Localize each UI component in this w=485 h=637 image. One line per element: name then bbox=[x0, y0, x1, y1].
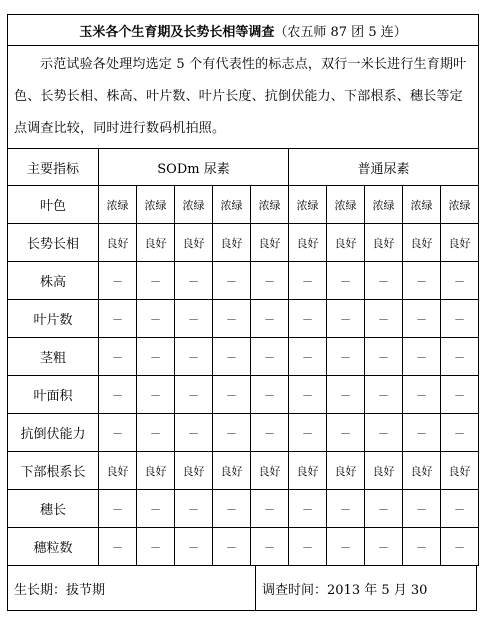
table-cell: － bbox=[403, 300, 441, 338]
table-cell: － bbox=[441, 338, 479, 376]
table-cell: － bbox=[251, 528, 289, 566]
table-cell: 浓绿 bbox=[327, 186, 365, 224]
table-cell: － bbox=[289, 490, 327, 528]
table-cell: 浓绿 bbox=[137, 186, 175, 224]
table-cell: － bbox=[99, 300, 137, 338]
table-cell: － bbox=[327, 528, 365, 566]
survey-document bbox=[7, 14, 476, 623]
table-row bbox=[8, 452, 479, 490]
table-cell: 良好 bbox=[137, 224, 175, 262]
table-cell: － bbox=[365, 376, 403, 414]
table-cell: － bbox=[441, 490, 479, 528]
row-label: 下部根系长 bbox=[8, 452, 99, 490]
table-cell: － bbox=[251, 262, 289, 300]
table-cell: － bbox=[175, 528, 213, 566]
table-cell: － bbox=[441, 528, 479, 566]
table-cell: － bbox=[365, 414, 403, 452]
table-cell: 浓绿 bbox=[251, 186, 289, 224]
row-label: 叶面积 bbox=[8, 376, 99, 414]
table-cell: － bbox=[327, 490, 365, 528]
table-cell: － bbox=[175, 300, 213, 338]
table-cell: 良好 bbox=[175, 452, 213, 490]
table-cell: － bbox=[175, 490, 213, 528]
table-cell: － bbox=[99, 376, 137, 414]
table-cell: － bbox=[213, 414, 251, 452]
table-cell: － bbox=[213, 338, 251, 376]
table-cell: 良好 bbox=[99, 452, 137, 490]
table-cell: 良好 bbox=[213, 224, 251, 262]
table-cell: 良好 bbox=[137, 452, 175, 490]
table-cell: － bbox=[403, 528, 441, 566]
table-cell: － bbox=[251, 338, 289, 376]
row-label: 长势长相 bbox=[8, 224, 99, 262]
table-cell: － bbox=[213, 376, 251, 414]
table-cell: － bbox=[137, 338, 175, 376]
table-row bbox=[8, 414, 479, 452]
table-cell: － bbox=[289, 376, 327, 414]
table-cell: － bbox=[251, 376, 289, 414]
table-cell: － bbox=[365, 528, 403, 566]
table-cell: － bbox=[289, 338, 327, 376]
table-cell: － bbox=[289, 414, 327, 452]
table-cell: － bbox=[289, 528, 327, 566]
table-cell: － bbox=[251, 300, 289, 338]
table-cell: 浓绿 bbox=[441, 186, 479, 224]
table-cell: 良好 bbox=[327, 452, 365, 490]
header-indicator: 主要指标 bbox=[8, 149, 99, 186]
row-label: 叶片数 bbox=[8, 300, 99, 338]
table-cell: － bbox=[441, 300, 479, 338]
table-cell: － bbox=[365, 300, 403, 338]
table-cell: － bbox=[137, 490, 175, 528]
table-row bbox=[8, 528, 479, 566]
table-row bbox=[8, 262, 479, 300]
table-cell: － bbox=[99, 414, 137, 452]
growth-period: 生长期：拔节期 bbox=[8, 566, 256, 611]
table-cell: － bbox=[365, 338, 403, 376]
table-cell: － bbox=[289, 300, 327, 338]
table-cell: － bbox=[137, 300, 175, 338]
header-group-normal-urea: 普通尿素 bbox=[289, 149, 479, 186]
table-cell: － bbox=[175, 376, 213, 414]
row-label: 穗长 bbox=[8, 490, 99, 528]
table-cell: － bbox=[327, 300, 365, 338]
table-row bbox=[8, 224, 479, 262]
table-cell: － bbox=[327, 414, 365, 452]
table-cell: － bbox=[441, 262, 479, 300]
title-location: （农五师 87 团 5 连） bbox=[274, 24, 407, 40]
table-cell: － bbox=[99, 528, 137, 566]
table-cell: － bbox=[365, 262, 403, 300]
table-cell: － bbox=[403, 338, 441, 376]
table-cell: 浓绿 bbox=[99, 186, 137, 224]
footer-table bbox=[7, 565, 477, 611]
table-cell: － bbox=[99, 338, 137, 376]
table-cell: － bbox=[403, 262, 441, 300]
table-cell: － bbox=[327, 376, 365, 414]
table-title bbox=[8, 15, 479, 46]
table-cell: 良好 bbox=[251, 452, 289, 490]
table-cell: － bbox=[213, 300, 251, 338]
table-cell: 良好 bbox=[251, 224, 289, 262]
table-cell: 浓绿 bbox=[403, 186, 441, 224]
row-label: 株高 bbox=[8, 262, 99, 300]
table-cell: － bbox=[213, 490, 251, 528]
survey-table bbox=[7, 14, 479, 566]
header-row bbox=[8, 149, 479, 186]
table-cell: 浓绿 bbox=[365, 186, 403, 224]
table-cell: － bbox=[213, 528, 251, 566]
table-cell: 良好 bbox=[403, 224, 441, 262]
table-cell: － bbox=[175, 414, 213, 452]
row-label: 抗倒伏能力 bbox=[8, 414, 99, 452]
table-row bbox=[8, 490, 479, 528]
table-cell: － bbox=[251, 490, 289, 528]
row-label: 叶色 bbox=[8, 186, 99, 224]
table-cell: 良好 bbox=[365, 452, 403, 490]
table-cell: 良好 bbox=[441, 452, 479, 490]
row-label: 茎粗 bbox=[8, 338, 99, 376]
table-cell: － bbox=[175, 262, 213, 300]
table-cell: 浓绿 bbox=[175, 186, 213, 224]
data-rows bbox=[8, 186, 479, 566]
table-cell: 良好 bbox=[327, 224, 365, 262]
row-label: 穗粒数 bbox=[8, 528, 99, 566]
table-cell: 良好 bbox=[175, 224, 213, 262]
table-row bbox=[8, 186, 479, 224]
table-cell: 良好 bbox=[403, 452, 441, 490]
table-cell: － bbox=[175, 338, 213, 376]
table-cell: － bbox=[137, 262, 175, 300]
table-cell: 浓绿 bbox=[289, 186, 327, 224]
table-cell: － bbox=[403, 414, 441, 452]
table-cell: － bbox=[441, 414, 479, 452]
table-cell: 良好 bbox=[289, 452, 327, 490]
table-cell: － bbox=[403, 376, 441, 414]
table-row bbox=[8, 338, 479, 376]
table-cell: － bbox=[99, 490, 137, 528]
title-main: 玉米各个生育期及长势长相等调查 bbox=[79, 24, 275, 40]
table-cell: 浓绿 bbox=[213, 186, 251, 224]
table-cell: － bbox=[327, 338, 365, 376]
table-cell: － bbox=[137, 414, 175, 452]
table-cell: － bbox=[213, 262, 251, 300]
table-row bbox=[8, 376, 479, 414]
table-cell: － bbox=[99, 262, 137, 300]
table-cell: － bbox=[289, 262, 327, 300]
table-cell: 良好 bbox=[213, 452, 251, 490]
table-cell: 良好 bbox=[365, 224, 403, 262]
header-group-sodm-urea: SODm 尿素 bbox=[99, 149, 289, 186]
table-cell: － bbox=[137, 528, 175, 566]
table-cell: － bbox=[365, 490, 403, 528]
survey-time: 调查时间：2013 年 5 月 30 bbox=[256, 566, 477, 611]
table-cell: － bbox=[251, 414, 289, 452]
table-row bbox=[8, 300, 479, 338]
table-cell: － bbox=[403, 490, 441, 528]
description-text: 示范试验各处理均选定 5 个有代表性的标志点，双行一米长进行生育期叶色、长势长相、株高、叶片数、叶片长度、抗倒伏能力、下部根系、穗长等定点调查比较，同时进行数码机拍照。 bbox=[8, 46, 479, 149]
table-cell: － bbox=[137, 376, 175, 414]
table-cell: 良好 bbox=[99, 224, 137, 262]
table-cell: 良好 bbox=[441, 224, 479, 262]
table-cell: － bbox=[327, 262, 365, 300]
table-cell: 良好 bbox=[289, 224, 327, 262]
table-cell: － bbox=[441, 376, 479, 414]
